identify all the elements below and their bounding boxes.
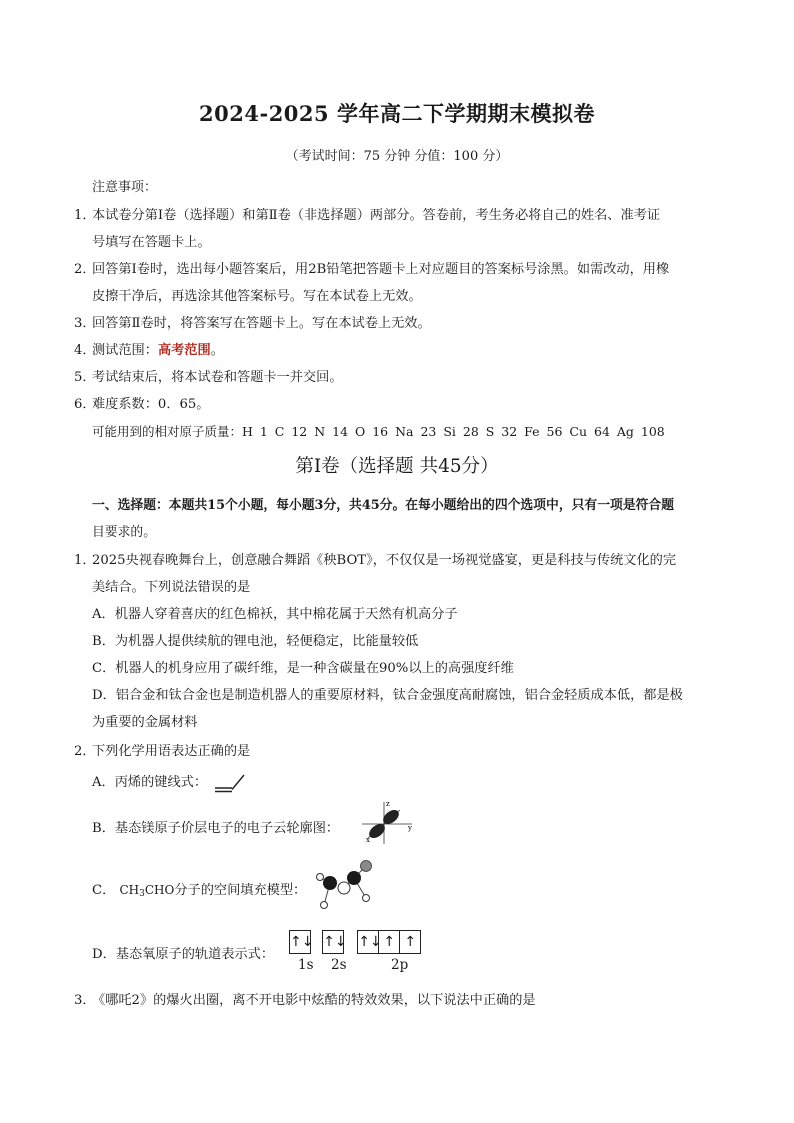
notice-item-3 — [74, 312, 431, 331]
notice-item-number: 4． — [74, 343, 96, 358]
question-1-option-d-cont: 为重要的金属材料 — [92, 715, 198, 730]
notice-item-text: 难度系数：0．65。 — [92, 397, 210, 412]
option-label: A．丙烯的键线式： — [92, 775, 208, 790]
p-orbital-dumbbell-icon — [356, 800, 416, 846]
notice-item-1-cont: 号填写在答题卡上。 — [92, 235, 211, 250]
notice-item-text: 考试结束后，将本试卷和答题卡一并交回。 — [92, 370, 343, 385]
option-label: D．基态氧原子的轨道表示式： — [92, 947, 275, 962]
option-text: 分子的空间填充模型： — [174, 883, 307, 898]
orbital-diagram — [289, 930, 421, 954]
orbital-label-2p: 2p — [391, 957, 409, 973]
notice-item-text: 回答第Ⅰ卷时，选出每小题答案后，用2B铅笔把答题卡上对应题目的答案标号涂黑。如需改动，用橡 — [92, 262, 670, 277]
notice-item-5 — [74, 366, 343, 385]
question-2-option-c[interactable] — [92, 879, 306, 899]
acetaldehyde-space-filling-model-icon — [314, 856, 378, 914]
question-1-stem-cont: 美结合。下列说法错误的是 — [92, 580, 251, 595]
orbital-cell: ↑ — [399, 931, 420, 953]
orbital-box-2p — [357, 930, 421, 954]
question-2-stem — [74, 740, 250, 759]
propene-skeletal-formula-icon — [211, 772, 251, 794]
orbital-box-2s — [322, 930, 347, 954]
question-number: 3． — [74, 993, 96, 1008]
question-3-stem — [74, 989, 536, 1008]
question-1-option-c[interactable]: C．机器人的机身应用了碳纤维，是一种含碳量在90%以上的高强度纤维 — [92, 661, 514, 676]
notice-item-6 — [74, 393, 209, 412]
notice-item-2-cont: 皮擦干净后，再选涂其他答案标号。写在本试卷上无效。 — [92, 289, 422, 304]
question-1-stem — [74, 549, 676, 568]
question-text: 2025央视春晚舞台上，创意融合舞蹈《秧BOT》，不仅仅是一场视觉盛宴，更是科技与传统文化的完 — [92, 553, 677, 568]
question-text: 《哪吒2》的爆火出圈，离不开电影中炫酷的特效效果，以下说法中正确的是 — [92, 993, 536, 1008]
section-intro — [92, 494, 674, 513]
orbital-cell: ↑↓ — [358, 934, 382, 950]
question-2-option-d[interactable] — [92, 943, 274, 962]
section-intro-cont: 目要求的。 — [92, 525, 156, 540]
question-1-option-b[interactable]: B．为机器人提供续航的锂电池，轻便稳定，比能量较低 — [92, 634, 419, 649]
notice-item-number: 6． — [74, 397, 96, 412]
question-text: 下列化学用语表达正确的是 — [92, 744, 251, 759]
option-label: B．基态镁原子价层电子的电子云轮廓图： — [92, 821, 340, 836]
notice-item-4 — [74, 339, 224, 358]
option-label: C． — [92, 883, 116, 898]
orbital-box-1s — [289, 930, 314, 954]
atomic-masses: 可能用到的相对原子质量：H 1 C 12 N 14 O 16 Na 23 Si 28 S 32 Fe 56 Cu 64 Ag 108 — [92, 424, 665, 439]
question-1-option-d[interactable]: D．铝合金和钛合金也是制造机器人的重要原材料，钛合金强度高耐腐蚀，铝合金轻质成本低，都是极 — [92, 688, 683, 703]
notice-item-text: 本试卷分第Ⅰ卷（选择题）和第Ⅱ卷（非选择题）两部分。答卷前，考生务必将自己的姓名、准考证 — [92, 208, 661, 223]
axis-y-label: y — [408, 824, 412, 832]
question-1-option-a[interactable]: A．机器人穿着喜庆的红色棉袄，其中棉花属于天然有机高分子 — [92, 607, 458, 622]
formula-ch: CH — [119, 883, 140, 897]
section-title: 第Ⅰ卷（选择题 共45分） — [295, 456, 499, 477]
notice-item-number: 5． — [74, 370, 96, 385]
notice-item-number: 2． — [74, 262, 96, 277]
notice-item-text: 回答第Ⅱ卷时，将答案写在答题卡上。写在本试卷上无效。 — [92, 316, 431, 331]
orbital-cell: ↑↓ — [290, 934, 314, 950]
notice-item-text: 测试范围： — [92, 343, 158, 358]
axis-x-label: x — [366, 836, 370, 844]
notice-item-number: 1． — [74, 208, 96, 223]
notice-item-number: 3． — [74, 316, 96, 331]
notice-item-suffix: 。 — [210, 343, 224, 358]
question-2-option-b[interactable] — [92, 817, 339, 836]
formula-cho: CHO — [144, 883, 175, 897]
axis-z-label: z — [386, 800, 390, 808]
notice-item-1 — [74, 204, 660, 223]
orbital-cell: ↑↓ — [323, 934, 347, 950]
test-scope-highlight: 高考范围 — [157, 343, 211, 358]
exam-subtitle: （考试时间：75 分钟 分值：100 分） — [285, 149, 509, 164]
question-number: 1． — [74, 553, 96, 568]
exam-title: 2024-2025 学年高二下学期期末模拟卷 — [199, 101, 595, 126]
orbital-label-1s: 1s — [298, 957, 314, 973]
question-2-option-a[interactable] — [92, 771, 251, 794]
section-intro-rest: 只有一项是符合题 — [571, 498, 674, 513]
notice-heading: 注意事项： — [92, 180, 158, 195]
formula-subscript: 3 — [139, 889, 145, 899]
orbital-cell: ↑ — [378, 931, 399, 953]
section-intro-bold: 一、选择题：本题共15个小题，每小题3分，共45分。在每小题给出的四个选项中， — [92, 498, 572, 513]
question-number: 2． — [74, 744, 96, 759]
orbital-label-2s: 2s — [331, 957, 347, 973]
acetaldehyde-formula — [119, 883, 174, 897]
notice-item-2 — [74, 258, 669, 277]
